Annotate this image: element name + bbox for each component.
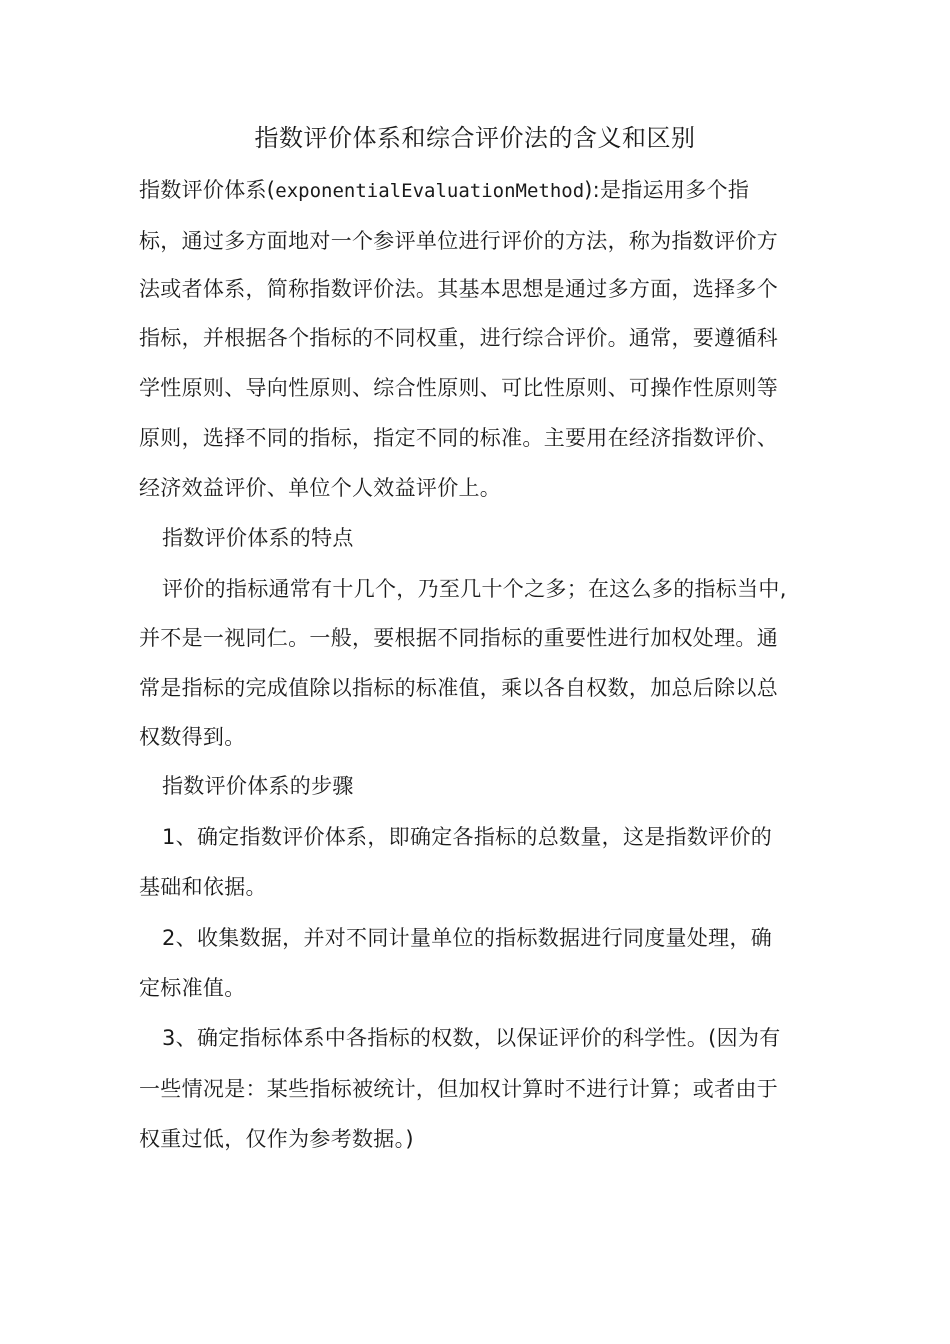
intro-first-line [139, 175, 749, 206]
step3-line: 一些情况是：某些指标被统计，但加权计算时不进行计算；或者由于 [139, 1077, 778, 1101]
steps-heading: 指数评价体系的步骤 [162, 774, 354, 798]
intro-term-tail: ):是指运用多个指 [584, 178, 750, 202]
document-title: 指数评价体系和综合评价法的含义和区别 [254, 124, 696, 152]
features-line: 评价的指标通常有十几个，乃至几十个之多；在这么多的指标当中, [162, 577, 787, 601]
step3-line: 权重过低，仅作为参考数据。) [139, 1127, 414, 1151]
step1-line: 基础和依据。 [139, 875, 267, 899]
intro-term-cn: 指数评价体系( [139, 178, 276, 202]
features-heading: 指数评价体系的特点 [162, 526, 354, 550]
intro-line: 标，通过多方面地对一个参评单位进行评价的方法，称为指数评价方 [139, 229, 778, 253]
features-line: 并不是一视同仁。一般，要根据不同指标的重要性进行加权处理。通 [139, 626, 778, 650]
step2-line: 2、收集数据，并对不同计量单位的指标数据进行同度量处理，确 [162, 926, 773, 950]
intro-term-en: exponentialEvaluationMethod [275, 180, 585, 202]
step2-line: 定标准值。 [139, 976, 246, 1000]
intro-line: 法或者体系，简称指数评价法。其基本思想是通过多方面，选择多个 [139, 277, 778, 301]
intro-line: 原则，选择不同的指标，指定不同的标准。主要用在经济指数评价、 [139, 426, 778, 450]
features-line: 权数得到。 [139, 725, 246, 749]
intro-line: 指标，并根据各个指标的不同权重，进行综合评价。通常，要遵循科 [139, 326, 778, 350]
features-line: 常是指标的完成值除以指标的标准值，乘以各自权数，加总后除以总 [139, 676, 778, 700]
step3-line: 3、确定指标体系中各指标的权数，以保证评价的科学性。(因为有 [162, 1026, 781, 1050]
step1-line: 1、确定指数评价体系，即确定各指标的总数量，这是指数评价的 [162, 825, 773, 849]
intro-line: 经济效益评价、单位个人效益评价上。 [139, 476, 502, 500]
intro-line: 学性原则、导向性原则、综合性原则、可比性原则、可操作性原则等 [139, 376, 778, 400]
